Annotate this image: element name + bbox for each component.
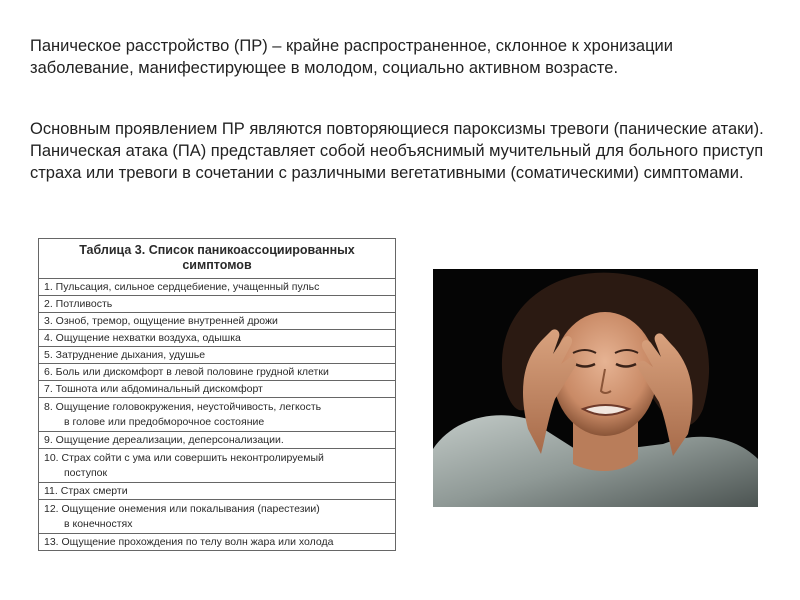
row-text: 9. Ощущение дереализации, деперсонализации. bbox=[44, 433, 284, 446]
table-title bbox=[39, 239, 396, 279]
table-row bbox=[39, 449, 396, 483]
table-row bbox=[39, 313, 396, 330]
table-row bbox=[39, 483, 396, 500]
table-cell bbox=[39, 500, 396, 534]
table-header-row bbox=[39, 239, 396, 279]
row-text: 3. Озноб, тремор, ощущение внутренней дрожи bbox=[44, 314, 278, 327]
row-text: 2. Потливость bbox=[44, 297, 113, 310]
table-cell bbox=[39, 279, 396, 296]
intro-paragraph: Паническое расстройство (ПР) – крайне распространенное, склонное к хронизации заболевание, манифестирующее в молодом, социально активном возрасте. bbox=[30, 37, 673, 77]
table-cell bbox=[39, 330, 396, 347]
table-row bbox=[39, 330, 396, 347]
table-cell bbox=[39, 483, 396, 500]
table-cell bbox=[39, 534, 396, 551]
row-text-continued: поступок bbox=[64, 466, 108, 479]
row-text: 5. Затруднение дыхания, удушье bbox=[44, 348, 206, 361]
table-cell bbox=[39, 432, 396, 449]
row-text-continued: в голове или предобморочное состояние bbox=[64, 415, 265, 428]
row-text: 1. Пульсация, сильное сердцебиение, учащенный пульс bbox=[44, 280, 320, 293]
table-cell bbox=[39, 398, 396, 432]
row-text: 11. Страх смерти bbox=[44, 484, 128, 497]
symptom-table bbox=[38, 238, 396, 551]
photo-illustration bbox=[433, 269, 758, 507]
woman-headache-photo bbox=[433, 269, 758, 507]
row-text: 8. Ощущение головокружения, неустойчивость, легкость bbox=[44, 400, 322, 413]
description-paragraph: Основным проявлением ПР являются повторяющиеся пароксизмы тревоги (панические атаки). Паническая атака (ПА) представляет собой необъяснимый мучительный для больного приступ страха или тревоги в сочетании с различными вегетативными (соматическими) симптомами. bbox=[30, 120, 764, 182]
row-text: 10. Страх сойти с ума или совершить неконтролируемый bbox=[44, 451, 324, 464]
row-text: 4. Ощущение нехватки воздуха, одышка bbox=[44, 331, 241, 344]
table-row bbox=[39, 398, 396, 432]
table-cell bbox=[39, 364, 396, 381]
row-text: 7. Тошнота или абдоминальный дискомфорт bbox=[44, 382, 263, 395]
table-cell bbox=[39, 313, 396, 330]
row-text: 13. Ощущение прохождения по телу волн жара или холода bbox=[44, 535, 334, 548]
table-row bbox=[39, 381, 396, 398]
table-row bbox=[39, 279, 396, 296]
table-cell bbox=[39, 296, 396, 313]
table-title-line1: Таблица 3. Список паникоассоциированных bbox=[79, 243, 355, 257]
row-text: 6. Боль или дискомфорт в левой половине грудной клетки bbox=[44, 365, 329, 378]
table-row bbox=[39, 347, 396, 364]
row-text-continued: в конечностях bbox=[64, 517, 133, 530]
table-row bbox=[39, 534, 396, 551]
table-cell bbox=[39, 381, 396, 398]
table-cell bbox=[39, 347, 396, 364]
table-row bbox=[39, 364, 396, 381]
table-cell bbox=[39, 449, 396, 483]
table-row bbox=[39, 296, 396, 313]
table-row bbox=[39, 500, 396, 534]
table-title-line2: симптомов bbox=[182, 258, 252, 272]
table-row bbox=[39, 432, 396, 449]
row-text: 12. Ощущение онемения или покалывания (парестезии) bbox=[44, 502, 320, 515]
